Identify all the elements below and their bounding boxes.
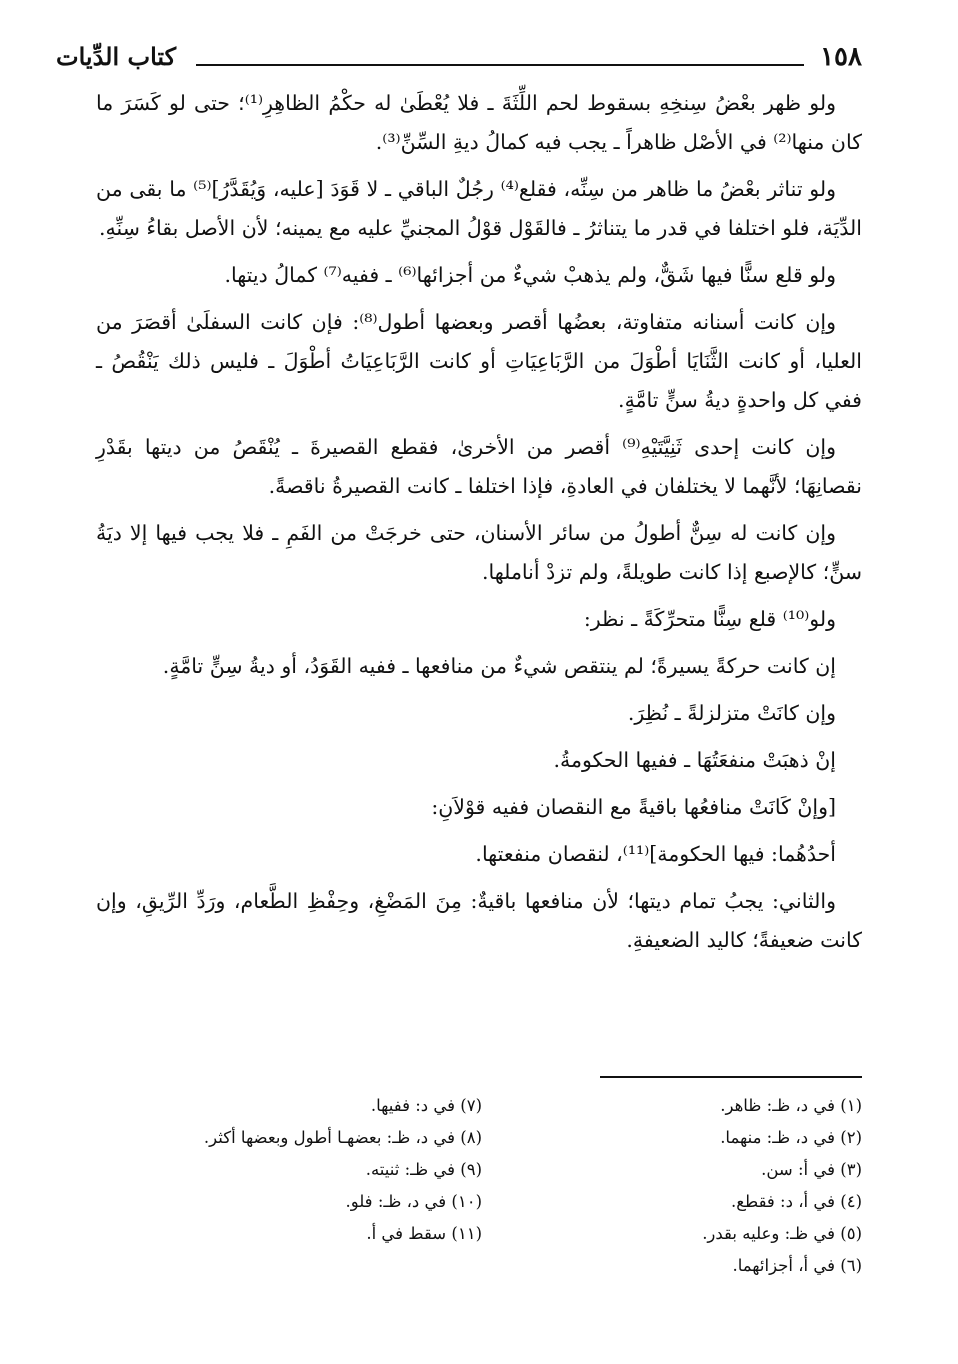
paragraph: وإن كانت له سِنٌّ أطولُ من سائر الأسنان، حتى خرجَتْ من الفَمِ ـ فلا يجب فيها إلا ديَةُ سنٍّ؛ كالإصبع إذا كانت طويلةً، ولم تزدْ أناملها. (96, 521, 862, 584)
footnote: (٢) في د، ظـ: منهما. (720, 1128, 862, 1147)
footnote: (٤) في أ، د: فقطع. (731, 1192, 862, 1211)
footnotes-column-left (62, 1090, 482, 1250)
footnote: (١١) سقط في أ. (366, 1224, 482, 1243)
footnote: (٥) في ظـ: وعليه بقدر. (702, 1224, 862, 1243)
paragraph: أحدُهُما: فيها الحكومة]⁽¹¹⁾، لنقصان منفعتها. (475, 842, 836, 866)
footnote: (٩) في ظـ: ثنيته. (365, 1160, 482, 1179)
footnotes-column-right (532, 1090, 862, 1282)
footnote: (٣) في أ: سن. (761, 1160, 862, 1179)
paragraph: إنْ ذهبَتْ منفعَتُهَا ـ ففيها الحكومةُ. (553, 748, 836, 772)
book-title: كتاب الدِّيات (56, 42, 177, 71)
paragraph: والثاني: يجبُ تمام ديتها؛ لأن منافعها باقيةٌ: مِنَ المَضْغِ، وحِفْظِ الطَّعام، ورَدِّ الرِّيقِ، وإن كانت ضعيفةً؛ كاليد الضعيفةِ. (96, 889, 862, 952)
paragraph: [وإنْ كَانَتْ منافعُها باقيةً مع النقصان ففيه قوْلاَنِ: (431, 795, 836, 819)
page-number: ١٥٨ (820, 42, 862, 72)
footnotes (96, 1090, 862, 1290)
paragraph: ولو تناثر بعْضُ ما ظاهر من سِنِّه، فقلع⁽⁴⁾ رجُلٌ الباقي ـ لا قَوَدَ [عليه، وَيُقَدَّرُ]⁽⁵⁾ ما بقى من الدِّيَة، فلو اختلفا في قدر ما يتناثرُ ـ فالقَوْل قوْلُ المجنيِّ عليه مع يمينه؛ لأن الأصل بقاءُ سِنِّهِ. (96, 177, 862, 240)
footnote-rule (600, 1076, 862, 1078)
paragraph: ولو⁽¹⁰⁾ قلع سِنًّا متحرِّكَةً ـ نظر: (583, 607, 836, 631)
header-rule (196, 64, 804, 66)
paragraph: وإن كانت إحدى ثَنِيَّتَيْهِ⁽⁹⁾ أقصر من الأخرىٰ، فقطع القصيرةَ ـ يُنْقَصُ من ديتها بقَدْرِ نقصانِهَا؛ لأنَّهما لا يختلفان في العادةِ، فإذا اختلفا ـ كانت القصيرةُ ناقصةً. (96, 435, 862, 498)
paragraph: إن كانت حركةً يسيرةً؛ لم ينتقص شيءٌ من منافعها ـ ففيه القَوَدُ، أو ديةُ سِنٍّ تامَّةٍ. (162, 654, 836, 678)
footnote: (٦) في أ، أجزائهما. (732, 1256, 862, 1275)
footnote: (٧) في د: ففيها. (370, 1096, 482, 1115)
footnote: (٨) في د، ظـ: بعضهـا أطول وبعضها أكثر. (203, 1128, 482, 1147)
main-text (96, 84, 862, 968)
paragraph: ولو ظهر بعْضُ سِنخِهِ بسقوط لحم اللِّثَةَ ـ فلا يُعْطَىٰ له حكْمُ الظاهِرِ⁽¹⁾؛ حتى لو كَسَرَ ما كان منها⁽²⁾ في الأصْل ظاهراً ـ يجب فيه كمالُ ديةِ السِّنِّ⁽³⁾. (96, 91, 862, 154)
paragraph: وإن كانت أسنانه متفاوتة، بعضُها أقصر وبعضها أطول⁽⁸⁾: فإن كانت السفلَىٰ أقصَرَ من العليا، أو كانت الثَّنَايَا أطْوَلَ من الرَّبَاعِيَاتِ أو كانت الرَّبَاعِيَاتُ أطْوَلَ ـ فليس ذلك يَنْقُصُ ـ ففي كل واحدةٍ ديةُ سنٍّ تامَّةٍ. (96, 310, 862, 412)
page-header (56, 40, 862, 76)
footnote: (١٠) في د، ظـ: فلو. (345, 1192, 482, 1211)
footnote: (١) في د، ظـ: ظاهر. (720, 1096, 862, 1115)
paragraph: وإن كانَتْ متزلزلةً ـ نُظِرَ. (627, 701, 836, 725)
paragraph: ولو قلع سنًّا فيها شَقٌّ، ولم يذهبْ شيءٌ من أجزائها⁽⁶⁾ ـ ففيه⁽⁷⁾ كمالُ ديتها. (224, 263, 836, 287)
